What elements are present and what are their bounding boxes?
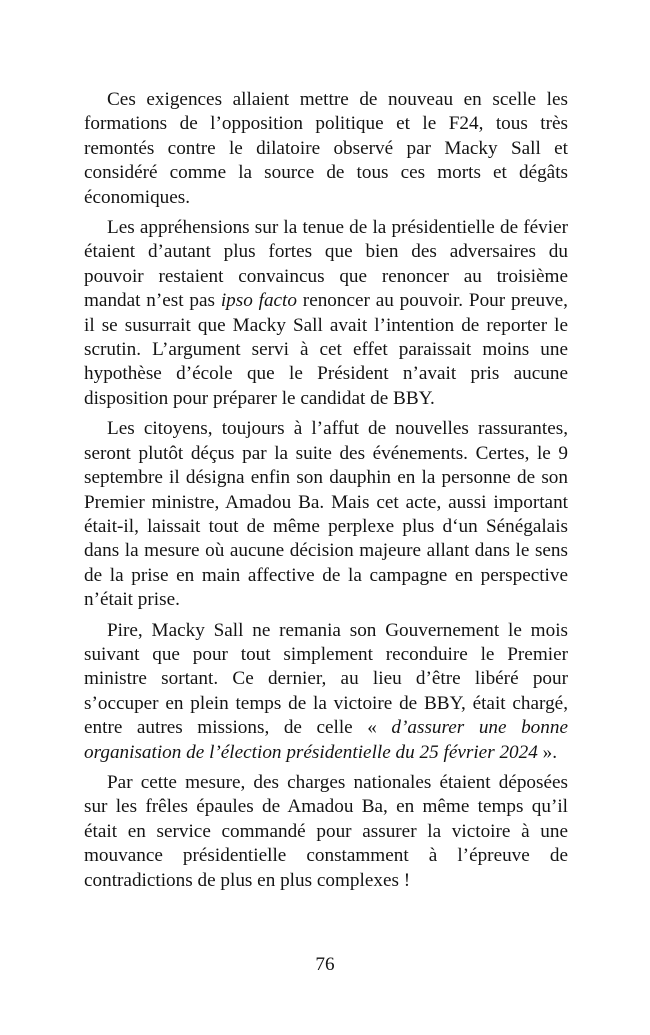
- paragraph-5-text: Par cette mesure, des charges nationales étaient déposées sur les frêles épaules de Amadou Ba, en même temps qu’il était en service commandé pour assurer la victoire à une mouvance présidentielle constamment à l’épreuve de contradictions de plus en plus complexes !: [84, 771, 568, 891]
- paragraph-3-text: Les citoyens, toujours à l’affut de nouvelles rassurantes, seront plutôt déçus par la suite des événements. Certes, le 9 septembre il désigna enfin son dauphin en la personne de son Premier ministre, Amadou Ba. Mais cet acte, aussi important était-il, laissait tout de même perplexe plus d‘un Sénégalais dans la mesure où aucune décision majeure allant dans le sens de la prise en main affective de la campagne en perspective n’était prise.: [84, 418, 568, 611]
- paragraph-4-text-end: ».: [537, 741, 558, 763]
- body-text: [84, 88, 568, 893]
- paragraph-4-italic-quote: d’assurer une bonne organisation de l’élection présidentielle du 25 février 2024: [84, 717, 568, 763]
- paragraph-4: [84, 619, 568, 765]
- paragraph-1: [84, 88, 568, 210]
- paragraph-4-text-start: Pire, Macky Sall ne remania son Gouvernement le mois suivant que pour tout simplement reconduire le Premier ministre sortant. Ce dernier, au lieu d’être libéré pour s’occuper en plein temps de la victoire de BBY, était chargé, entre autres missions, de celle «: [84, 619, 568, 739]
- paragraph-3: [84, 417, 568, 612]
- paragraph-1-text: Ces exigences allaient mettre de nouveau en scelle les formations de l’opposition politique et le F24, tous très remontés contre le dilatoire observé par Macky Sall et considéré comme la source de tous ces morts et dégâts économiques.: [84, 89, 568, 208]
- paragraph-2-italic-phrase: ipso facto: [220, 290, 297, 312]
- paragraph-5: [84, 771, 568, 893]
- paragraph-2-text-start: Les appréhensions sur la tenue de la présidentielle de févier étaient d’autant plus fortes que bien des adversaires du pouvoir restaient convaincus que renoncer au troisième mandat n’est pas: [84, 217, 568, 312]
- paragraph-2-text-end: renoncer au pouvoir. Pour preuve, il se susurrait que Macky Sall avait l’intention de reporter le scrutin. L’argument servi à cet effet paraissait moins une hypothèse d’école que le Président n’avait pris aucune disposition pour préparer le candidat de BBY.: [84, 290, 568, 409]
- page-number: 76: [315, 954, 335, 975]
- paragraph-2: [84, 216, 568, 411]
